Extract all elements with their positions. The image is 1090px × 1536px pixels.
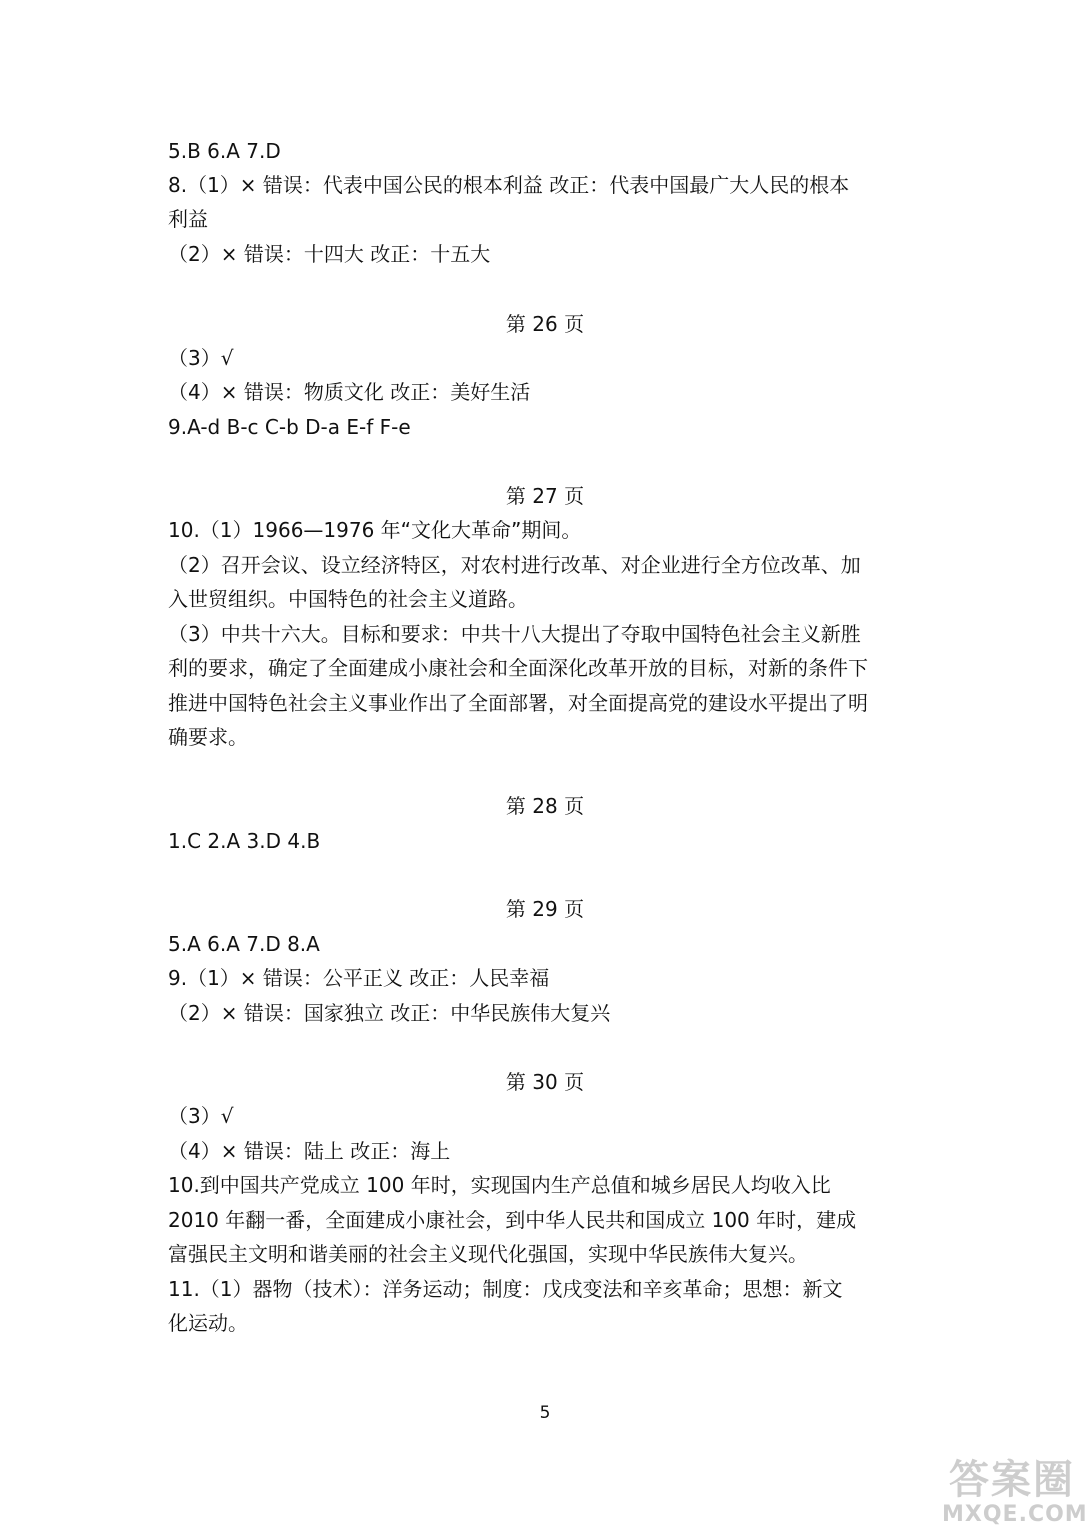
answer-line: 9.（1）× 错误：公平正义 改正：人民幸福 xyxy=(168,966,550,990)
answer-line: 9.A-d B-c C-b D-a E-f F-e xyxy=(168,415,411,439)
answer-line: 化运动。 xyxy=(168,1311,248,1335)
answer-line: 10.（1）1966—1976 年“文化大革命”期间。 xyxy=(168,518,582,542)
answer-line: 5.A 6.A 7.D 8.A xyxy=(168,932,320,956)
answer-line: （4）× 错误：陆上 改正：海上 xyxy=(168,1139,451,1163)
watermark-en: MXQE.COM xyxy=(942,1502,1088,1527)
page-number: 5 xyxy=(539,1403,551,1423)
section-heading: 第 28 页 xyxy=(505,794,585,818)
section-heading: 第 29 页 xyxy=(505,897,585,921)
watermark-logo xyxy=(942,1457,1088,1532)
section-heading: 第 26 页 xyxy=(505,312,585,336)
answer-line: （2）× 错误：国家独立 改正：中华民族伟大复兴 xyxy=(168,1001,611,1025)
answer-line: （3）√ xyxy=(168,346,234,370)
answer-line: （2）× 错误：十四大 改正：十五大 xyxy=(168,242,491,266)
answer-line: 10.到中国共产党成立 100 年时，实现国内生产总值和城乡居民人均收入比 xyxy=(168,1173,831,1197)
answer-line: 入世贸组织。中国特色的社会主义道路。 xyxy=(168,587,528,611)
answer-line: 利益 xyxy=(168,207,208,231)
answer-line: 1.C 2.A 3.D 4.B xyxy=(168,829,321,853)
section-heading: 第 30 页 xyxy=(505,1070,585,1094)
answer-line: （3）√ xyxy=(168,1104,234,1128)
answer-line: （4）× 错误：物质文化 改正：美好生活 xyxy=(168,380,531,404)
answer-line: （3）中共十六大。目标和要求：中共十八大提出了夺取中国特色社会主义新胜 xyxy=(168,622,861,646)
answer-line: 5.B 6.A 7.D xyxy=(168,139,281,163)
answer-line: （2）召开会议、设立经济特区，对农村进行改革、对企业进行全方位改革、加 xyxy=(168,553,861,577)
answer-line: 利的要求，确定了全面建成小康社会和全面深化改革开放的目标，对新的条件下 xyxy=(168,656,868,680)
answer-line: 富强民主文明和谐美丽的社会主义现代化强国，实现中华民族伟大复兴。 xyxy=(168,1242,808,1266)
watermark-cn: 答案圈 xyxy=(949,1457,1075,1503)
answer-line: 推进中国特色社会主义事业作出了全面部署，对全面提高党的建设水平提出了明 xyxy=(168,691,868,715)
section-heading: 第 27 页 xyxy=(505,484,585,508)
answer-line: 2010 年翻一番，全面建成小康社会，到中华人民共和国成立 100 年时，建成 xyxy=(168,1208,857,1232)
answer-line: 11.（1）器物（技术）：洋务运动；制度：戊戌变法和辛亥革命；思想：新文 xyxy=(168,1277,843,1301)
answer-line: 确要求。 xyxy=(168,725,248,749)
answer-line: 8.（1）× 错误：代表中国公民的根本利益 改正：代表中国最广大人民的根本 xyxy=(168,173,850,197)
